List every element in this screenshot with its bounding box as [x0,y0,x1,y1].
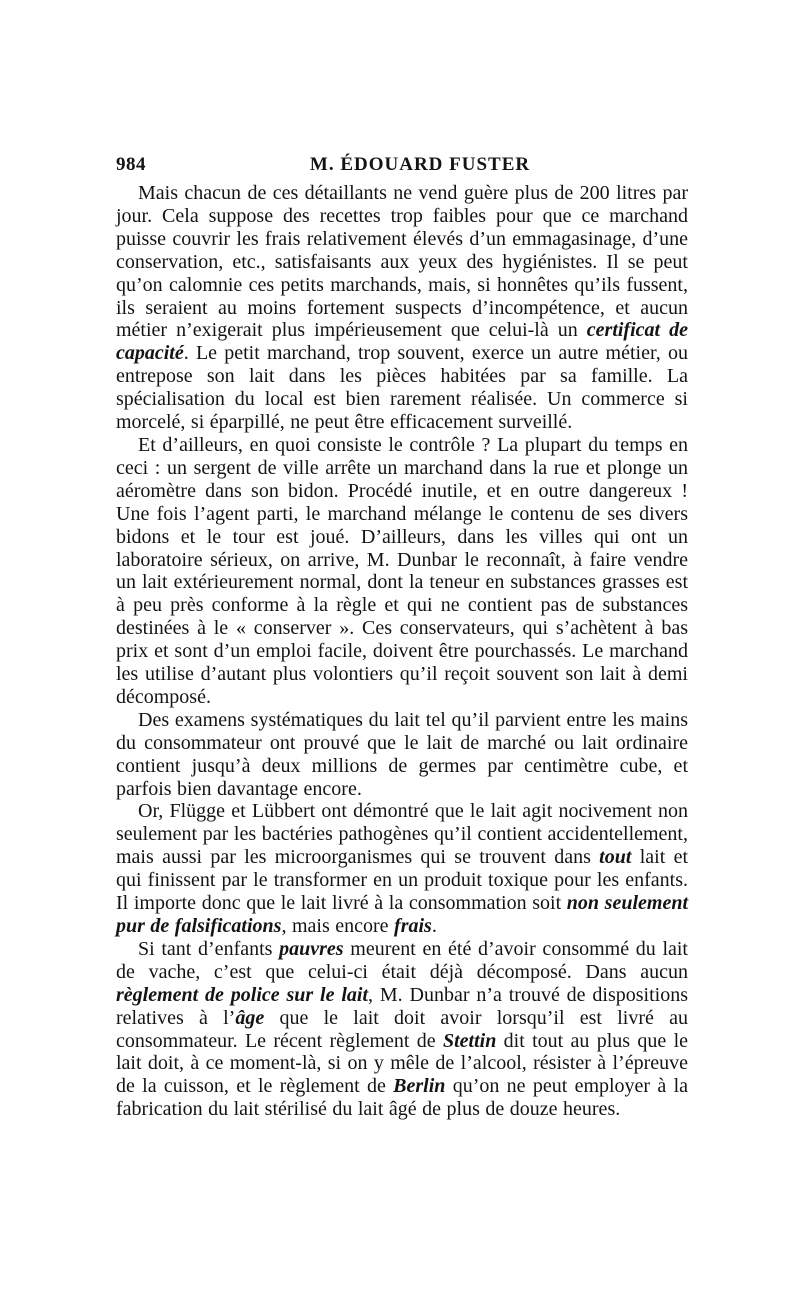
paragraph-3: Des examens systématiques du lait tel qu’il parvient entre les mains du consommateur ont prouvé que le lait de marché ou lait ordinaire contient jusqu’à deux millions de germes par centimètre cube, et parfois bien davantage encore. [116,708,688,800]
body-text [116,182,688,1121]
paragraph-1: Mais chacun de ces détaillants ne vend guère plus de 200 litres par jour. Cela suppose des recettes trop faibles pour que ce marchand puisse couvrir les frais relativement élevés d’un emmagasinage, d’une conservation, etc., satisfaisants aux yeux des hygiénistes. Il se peut qu’on calomnie ces petits marchands, mais, si honnêtes qu’ils fussent, ils seraient au moins fortement suspects d’incompétence, et aucun métier n’exigerait plus impérieusement que celui-là un certificat de capacité. Le petit marchand, trop souvent, exerce un autre métier, ou entrepose son lait dans les pièces habitées par sa famille. La spécialisation du local est bien rarement réalisée. Un commerce si morcelé, si éparpillé, ne peut être efficacement surveillé. [116,182,688,434]
page-number: 984 [116,154,146,175]
emphasis: certificat de capacité [116,319,688,365]
emphasis: Stettin [443,1029,497,1052]
running-title: M. ÉDOUARD FUSTER [309,154,531,175]
page-header [116,150,688,178]
emphasis: Berlin [393,1075,446,1098]
emphasis: pauvres [279,937,344,960]
emphasis: règlement de police sur le lait [116,983,369,1006]
emphasis: tout [599,846,632,869]
paragraph-4: Or, Flügge et Lübbert ont démontré que le lait agit nocivement non seulement par les bactéries pathogènes qu’il contient accidentellement, mais aussi par les microorganismes qui se trouvent dans tout lait et qui finissent par le transformer en un produit toxique pour les enfants. Il importe donc que le lait livré à la consommation soit non seulement pur de falsifications, mais encore frais. [116,800,689,937]
emphasis: frais [394,915,432,937]
paragraph-5: Si tant d’enfants pauvres meurent en été d’avoir consommé du lait de vache, c’est que celui-ci était déjà décomposé. Dans aucun règlement de police sur le lait, M. Dunbar n’a trouvé de dispositions relatives à l’âge que le lait doit avoir lorsqu’il est livré au consommateur. Le récent règlement de Stettin dit tout au plus que le lait doit, à ce moment-là, si on y mêle de l’alcool, résister à l’épreuve de la cuisson, et le règlement de Berlin qu’on ne peut employer à la fabrication du lait stérilisé du lait âgé de plus de douze heures. [116,937,689,1121]
emphasis: âge [235,1006,265,1029]
paragraph-2: Et d’ailleurs, en quoi consiste le contrôle ? La plupart du temps en ceci : un sergent de ville arrête un marchand dans la rue et plonge un aéromètre dans son bidon. Procédé inutile, et en outre dangereux ! Une fois l’agent parti, le marchand mélange le contenu de ses divers bidons et le tour est joué. D’ailleurs, dans les villes qui ont un laboratoire sérieux, on arrive, M. Dunbar le reconnaît, à faire vendre un lait extérieurement normal, dont la teneur en substances grasses est à peu près conforme à la règle et qui ne contient pas de substances destinées à le « conserver ». Ces conservateurs, qui s’achètent à bas prix et sont d’un emploi facile, doivent être pourchassés. Le marchand les utilise d’autant plus volontiers qu’il reçoit souvent son lait à demi décomposé. [116,433,688,708]
emphasis: non seulement pur de falsifications [116,892,689,937]
